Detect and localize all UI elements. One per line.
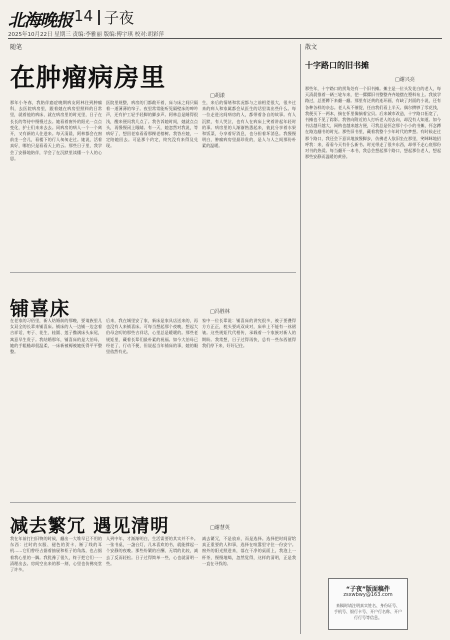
article4-byline: □谢兴亮 — [395, 77, 415, 83]
masthead — [8, 6, 442, 32]
divider — [98, 10, 100, 25]
article4-title: 十字路口的旧书摊 — [305, 61, 369, 70]
article2-col2: 后来，我在城里安了家，新床是家具店送来的，再也没有人来铺喜床。可每当想起那个夜晚，想起大伯母念叨的那些吉祥话，心里总是暖暖的。那些老规矩里，藏着长辈们最朴素的祝福。如今大伯母已经老了，行动不便，但说起当年铺床的事，她的眼里依然有光。 — [106, 318, 198, 355]
article1-title: 在肿瘤病房里 — [10, 63, 167, 92]
page-number: 14 — [74, 7, 94, 25]
article1-col2: 医院里规整，病房的门都敞开着，床与床之间只隔着一道薄薄的帘子。夜里常常能听见隔壁床的呻吟声，还有护工轻手轻脚的脚步声。阿林总是睡得很浅，醒来便问我几点了。我告诉她时间，她就点点头，再慢慢闭上眼睛。有一天，她忽然对我说，等病好了，想回老家看看那棵老榕树。我答应她，一定陪她回去。可是那个约定，终究没有来得及兑现。 — [106, 100, 198, 149]
article3-title: 减去繁冗 遇见清明 — [10, 516, 170, 537]
notice-line2: 手机号、银行卡号、开户行名称、开户行行号等信息。 — [334, 609, 402, 620]
article2-col1: 在老家的习俗里，新人结婚前的那晚，要请族里儿女双全的长辈来铺喜床。铺床的人一边铺一边念着吉祥话，枣子、花生、桂圆、莲子撒满床头床尾，寓意早生贵子。我结婚那年，铺喜床的是大伯母，她的手粗糙却很温柔，一床新被褥被她抚得平平整整。 — [10, 318, 102, 355]
article1-col3: 生，来后的情绪和状况都与之前相差很大，很多过来的病人和家属都会从医生的话里读出些什么。每一位走进这间病房的人，都带着各自的故事。有人沉默，有人哭泣，也有人在病床上笑着讲起年轻时的事。病房里的人渐渐熟悉起来，彼此分享着水果和饭菜，分享着好消息，也分担着坏消息。我慢慢明白，肿瘤病房里最珍贵的，是人与人之间那份朴素的温暖。 — [202, 100, 296, 149]
article3-col3: 减去繁冗，不是放弃，而是选择。选择把时间留给真正重要的人和事，选择在喧嚣里守住一份安宁。窗外的阳光照进来，落在干净的桌面上，我泡上一杯茶，慢慢地喝，忽然觉得，这样的清明，正是我一直在寻找的。 — [202, 536, 296, 566]
article2-title: 铺喜床 — [10, 298, 71, 320]
notice-title: “子夜”版面稿件 — [346, 586, 390, 593]
newspaper-logo: 北海晚报 — [8, 11, 72, 31]
column-divider — [300, 44, 301, 634]
article1-col1: 那年小冬春，我陪伴癌症晚期病友阿林住到肿瘤科，去医院病房里，跟着她在病房里照料的日常里，就着他的病床、就在病房里的时光里，日子在长长的等待中慢慢过去。她看着窗外的阳光一点点变化，护士们来来去去。同病房的病人一个一个离开，又有新的人住进来。每天清晨，阿林都会在窗前坐一会儿，看楼下的行人匆匆走过。她说，活着真好，哪怕只是看看天上的云。那些日子里，我学会了安静地陪伴，学会了在沉默里读懂一个人的心思。 — [10, 100, 102, 161]
column-label-left: 随笔 — [10, 44, 23, 51]
article3-byline: □谢慧英 — [210, 525, 230, 531]
notice-email: zsxwbwy@163.com — [343, 592, 393, 598]
article2-byline: □冯胜林 — [210, 309, 230, 315]
notice-line1: 来稿时请注明真实姓名、身份证号、 — [336, 603, 400, 608]
article3-col2: 人到中年，才渐渐明白，生活需要的其实并不多。一张书桌，一盏台灯，几本喜欢的书，就能撑起一个安静的夜晚。那些纷繁的应酬、无谓的比较，减去了反而轻松。日子过得简单一些，心也就清明一些。 — [106, 536, 198, 566]
section-title: 子夜 — [104, 9, 135, 27]
submission-notice — [328, 578, 408, 630]
article-separator — [10, 272, 296, 273]
issue-meta: 2025年10月22日 星期三 责编:李雅丽 版编:傅宇琪 校对:胡彩萍 — [8, 32, 165, 38]
column-label-right: 散文 — [305, 44, 318, 51]
article-separator — [10, 502, 296, 503]
article2-col3: 家中一位长辈说：铺喜床的讲究很多，被子要叠得方方正正，枕头要成双成对，床单上不能有一丝褶皱。这些规矩代代相传，承载着一个家族对新人的期盼。我常想，日子过得再快，总有一些东西值得我们停下来，好好记住。 — [202, 318, 296, 348]
article3-col1: 我在年前打扫旧物的时候，翻出一大堆早已不用的东西：过时的衣服、褪色的贺卡、断了线的耳机……它们曾经占据着抽屉和柜子的角落，也占据着我心里的一隅。我犹豫了很久，终于把它们一一清理出去。房间空出来的那一刻，心里也仿佛亮堂了许多。 — [10, 536, 102, 573]
article4-body: 那些年，十字路口的拐角处有一个旧书摊。摊主是一位头发花白的老人，每天清晨推着一辆三轮车来，把一摞摞旧书整整齐齐地摆在塑料布上。我放学路过，总要蹲下来翻一翻。那里有泛黄的连环画，有缺了封面的小说，还有各种各样的杂志。老人从不催促，任由我们看上半天。偶尔攒够了零花钱，我便买下一两本，揣在怀里像揣着宝贝。后来城市改造，十字路口拓宽了，书摊也不见了踪影。我曾向附近的人打听老人的去向，却没有人知道。如今书店越开越大，网购也越来越方便，可我总是怀念那个小小的书摊，怀念蹲在路边翻书的时光。那些旧书里，藏着我整个少年时代的梦想。有时候走过那个路口，我还会下意识地放慢脚步，仿佛老人依旧坐在那里，笑眯眯地招呼我：来，看看今天有什么新书。时光带走了很多东西，却带不走心底那份对书的热爱。每当翻开一本书，我总会想起那个路口，想起那位老人，想起那些安静而温暖的黄昏。 — [305, 86, 441, 160]
article1-byline: □胡漾 — [210, 93, 225, 99]
header-rule — [8, 38, 442, 39]
